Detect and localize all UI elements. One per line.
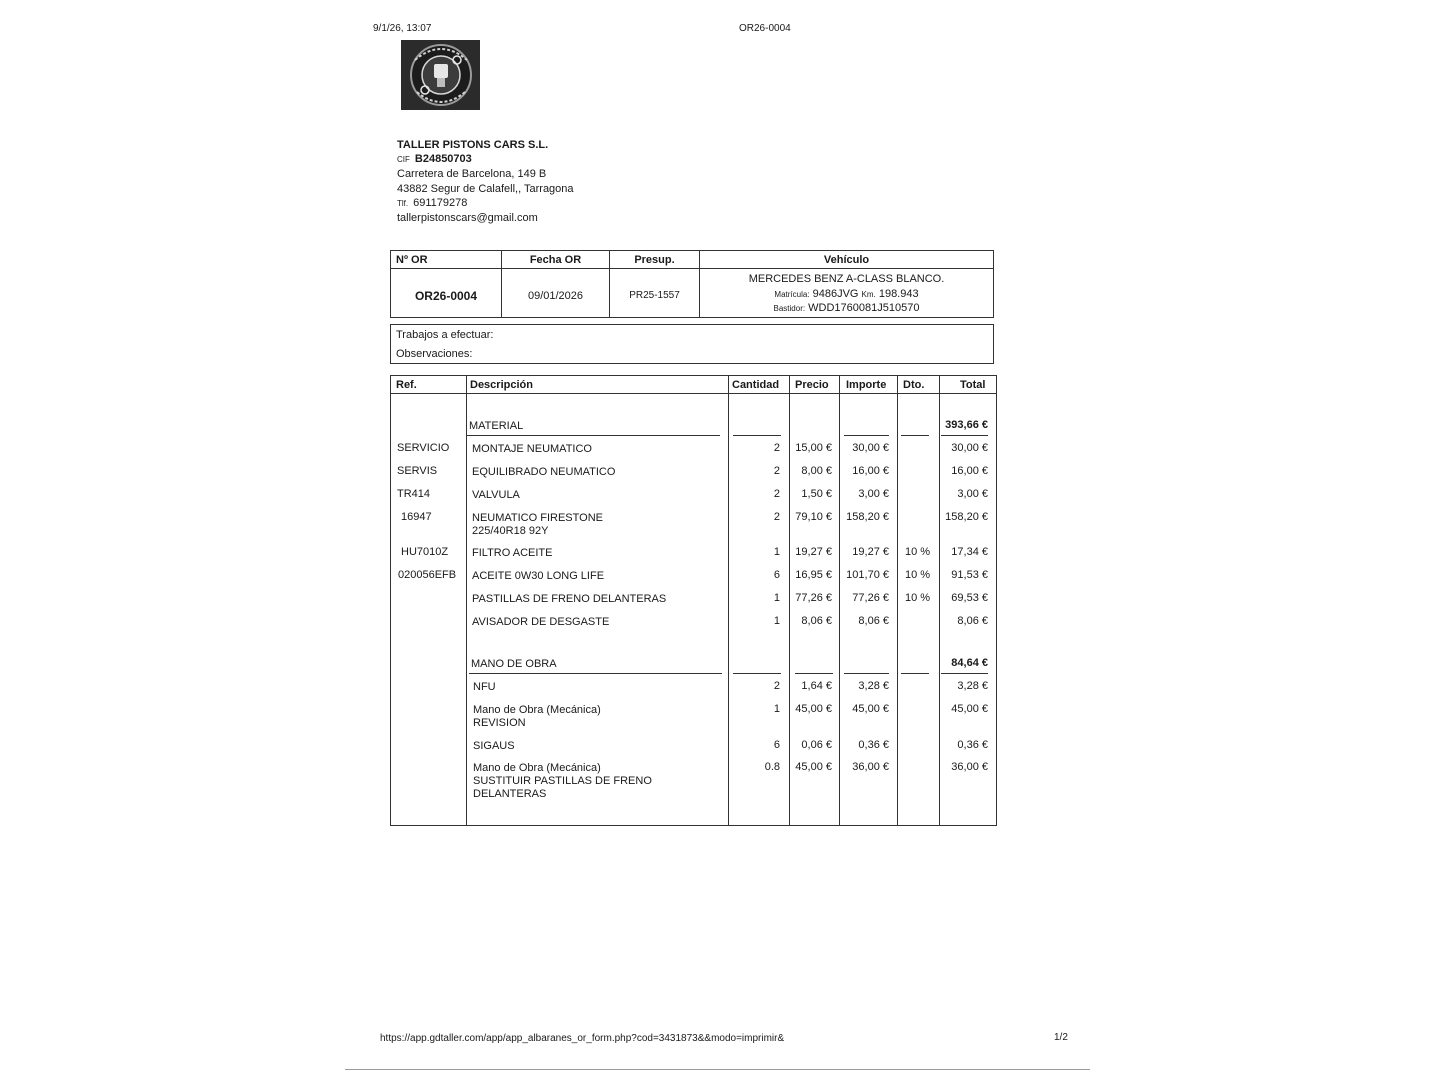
item-description: VALVULA (472, 489, 520, 501)
item-price: 1,50 € (801, 488, 832, 500)
company-name: TALLER PISTONS CARS S.L. (397, 139, 549, 151)
section-underline (469, 673, 722, 674)
item-price: 79,10 € (795, 511, 832, 523)
cif-value: B24850703 (414, 153, 472, 166)
company-phone-line (397, 196, 574, 211)
vehicle-description: MERCEDES BENZ A-CLASS BLANCO. (748, 273, 945, 285)
item-ref: 020056EFB (398, 569, 457, 581)
section-labor-total: 84,64 € (951, 657, 988, 669)
company-email: tallerpistonscars@gmail.com (397, 212, 538, 225)
section-labor-label: MANO DE OBRA (471, 658, 557, 670)
header-qty: Cantidad (732, 379, 780, 391)
section-underline (733, 673, 781, 674)
item-quantity: 1 (773, 592, 780, 604)
item-total: 16,00 € (951, 465, 988, 477)
page-bottom-rule (345, 1069, 1090, 1070)
order-info-table (390, 250, 994, 318)
item-quantity: 2 (773, 488, 780, 500)
labor-price: 0,06 € (801, 739, 832, 751)
item-description: AVISADOR DE DESGASTE (472, 616, 610, 628)
order-num-value: OR26-0004 (414, 289, 478, 303)
item-description-extra: 225/40R18 92Y (472, 525, 549, 537)
item-total: 8,06 € (957, 615, 988, 627)
vehicle-plate-line (700, 288, 993, 300)
labor-quantity: 6 (773, 739, 780, 751)
pistons-cars-logo-icon (401, 40, 480, 110)
item-amount: 101,70 € (846, 569, 889, 581)
labor-price: 45,00 € (795, 703, 832, 715)
item-description: FILTRO ACEITE (472, 547, 553, 559)
item-total: 69,53 € (951, 592, 988, 604)
labor-quantity: 1 (773, 703, 780, 715)
item-discount: 10 % (905, 592, 931, 604)
print-datetime: 9/1/26, 13:07 (373, 23, 432, 34)
section-underline (901, 435, 929, 436)
item-quantity: 6 (773, 569, 780, 581)
order-vehicle-column (700, 251, 993, 317)
order-quote-column (610, 251, 700, 317)
order-date-header: Fecha OR (529, 254, 582, 266)
item-price: 16,95 € (795, 569, 832, 581)
item-quantity: 1 (773, 615, 780, 627)
phone-value: 691179278 (413, 196, 468, 209)
labor-total: 0,36 € (957, 739, 988, 751)
labor-amount: 36,00 € (852, 761, 889, 773)
header-disc: Dto. (903, 379, 925, 391)
print-doc-id: OR26-0004 (739, 23, 791, 34)
vehicle-vin-line (700, 302, 993, 314)
order-date-column (502, 251, 610, 317)
vin-value: WDD1760081J510570 (808, 302, 920, 314)
item-price: 8,00 € (801, 465, 832, 477)
section-underline (901, 673, 929, 674)
header-desc: Descripción (470, 379, 533, 391)
col-divider-disc (939, 376, 940, 825)
labor-total: 45,00 € (951, 703, 988, 715)
item-ref: HU7010Z (401, 546, 449, 558)
item-total: 17,34 € (951, 546, 988, 558)
labor-amount: 3,28 € (858, 680, 889, 692)
labor-price: 45,00 € (795, 761, 832, 773)
section-underline (941, 435, 988, 436)
labor-quantity: 2 (773, 680, 780, 692)
item-amount: 30,00 € (852, 442, 889, 454)
labor-description-extra: REVISION (473, 717, 526, 729)
item-total: 91,53 € (951, 569, 988, 581)
labor-description: NFU (473, 681, 496, 693)
section-underline (844, 435, 889, 436)
section-underline (844, 673, 889, 674)
plate-value: 9486JVG (812, 288, 859, 300)
company-address-2: 43882 Segur de Calafell,, Tarragona (397, 182, 574, 195)
cif-label: CIF (397, 155, 410, 165)
labor-description: SIGAUS (473, 740, 515, 752)
item-ref: SERVICIO (397, 442, 450, 454)
item-description: PASTILLAS DE FRENO DELANTERAS (472, 593, 667, 605)
print-url: https://app.gdtaller.com/app/app_albaranes_or_form.php?cod=3431873&&modo=imprimir& (380, 1033, 785, 1044)
order-quote-value: PR25-1557 (629, 290, 680, 301)
labor-total: 36,00 € (951, 761, 988, 773)
labor-description: Mano de Obra (Mecánica) (473, 704, 601, 716)
order-date-value: 09/01/2026 (527, 290, 584, 302)
item-amount: 77,26 € (852, 592, 889, 604)
section-underline (941, 673, 988, 674)
col-divider-ref (466, 376, 467, 825)
item-description: MONTAJE NEUMATICO (472, 443, 592, 455)
item-description: ACEITE 0W30 LONG LIFE (472, 570, 605, 582)
section-underline (733, 435, 781, 436)
col-divider-desc (728, 376, 729, 825)
item-discount: 10 % (905, 569, 931, 581)
item-price: 15,00 € (795, 442, 832, 454)
item-price: 19,27 € (795, 546, 832, 558)
trabajos-label: Trabajos a efectuar: (396, 329, 494, 341)
item-ref: 16947 (401, 511, 432, 523)
items-header-divider (391, 393, 996, 394)
item-ref: TR414 (397, 488, 431, 500)
km-label: Km. (861, 290, 876, 299)
company-logo (401, 40, 480, 110)
order-num-column (391, 251, 502, 317)
phone-label: Tlf. (397, 198, 409, 208)
item-price: 77,26 € (795, 592, 832, 604)
item-ref: SERVIS (397, 465, 438, 477)
labor-price: 1,64 € (801, 680, 832, 692)
order-quote-header: Presup. (634, 254, 675, 266)
labor-total: 3,28 € (957, 680, 988, 692)
col-divider-qty (789, 376, 790, 825)
item-amount: 3,00 € (858, 488, 889, 500)
item-amount: 19,27 € (852, 546, 889, 558)
order-vehicle-header: Vehículo (823, 254, 870, 266)
labor-amount: 45,00 € (852, 703, 889, 715)
plate-label: Matrícula: (774, 290, 810, 299)
labor-amount: 0,36 € (858, 739, 889, 751)
col-divider-amount (897, 376, 898, 825)
vin-label: Bastidor: (773, 304, 806, 313)
header-total: Total (960, 379, 986, 391)
company-address-1: Carretera de Barcelona, 149 B (397, 168, 547, 181)
labor-description-extra: DELANTERAS (473, 788, 547, 800)
item-quantity: 2 (773, 442, 780, 454)
order-num-header: Nº OR (396, 254, 428, 266)
header-price: Precio (795, 379, 829, 391)
section-underline (795, 673, 833, 674)
item-description: EQUILIBRADO NEUMATICO (472, 466, 616, 478)
company-info (397, 138, 574, 225)
observaciones-label: Observaciones: (396, 348, 473, 360)
labor-quantity: 0.8 (764, 761, 780, 773)
item-description: NEUMATICO FIRESTONE (472, 512, 603, 524)
labor-description: Mano de Obra (Mecánica) (473, 762, 601, 774)
section-material-label: MATERIAL (469, 420, 524, 432)
print-page-number: 1/2 (1054, 1032, 1068, 1043)
work-notes-box (390, 324, 994, 364)
section-underline (467, 435, 720, 436)
item-quantity: 2 (773, 511, 780, 523)
items-table (390, 375, 997, 826)
item-discount: 10 % (905, 546, 931, 558)
item-amount: 16,00 € (852, 465, 889, 477)
item-total: 158,20 € (945, 511, 988, 523)
header-ref: Ref. (396, 379, 417, 391)
header-amount: Importe (846, 379, 887, 391)
labor-description-extra: SUSTITUIR PASTILLAS DE FRENO (473, 775, 652, 787)
section-material-total: 393,66 € (945, 419, 988, 431)
item-amount: 158,20 € (846, 511, 889, 523)
item-total: 30,00 € (951, 442, 988, 454)
item-amount: 8,06 € (858, 615, 889, 627)
item-total: 3,00 € (957, 488, 988, 500)
company-cif-line (397, 152, 574, 167)
item-price: 8,06 € (801, 615, 832, 627)
item-quantity: 1 (773, 546, 780, 558)
item-quantity: 2 (773, 465, 780, 477)
col-divider-price (839, 376, 840, 825)
km-value: 198.943 (878, 288, 919, 300)
